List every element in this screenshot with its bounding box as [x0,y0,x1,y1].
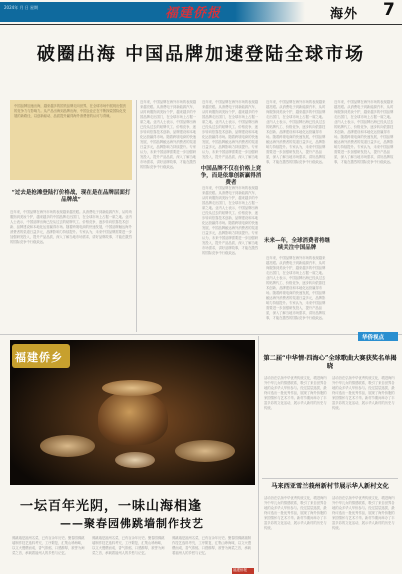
dish-middle-shape [115,452,155,468]
pot-lid-shape [102,380,162,396]
article-column-3b: 近年来，中国品牌在海外市场的表现越来越亮眼。从消费电子到新能源汽车，从时尚服饰到美妆个护，越来越多的中国品牌走出国门，在全球市场上占据一席之地。业内人士表示，中国品牌出海已经从过去的贴牌代工、价格竞争，逐步转向依靠技术创新、品牌建设和本地化运营赢得市场。随着跨境电商的快速发展，中国品牌触达海外消费者的渠道日益多元，品牌影响力持续提升。专家认为，未来中国品牌需要进一步加强研发投入，提升产品品质，深入了解当地市场需求，讲好品牌故事，才能在激烈的国际竞争中行稳致远。 [202,186,258,255]
subheading-2: 中国品牌不仅在价格上竞争，而是依靠创新赢得消费者 [200,166,262,186]
right-section-label-text: 华侨视点 [362,335,385,341]
article-column-2: 近年来，中国品牌在海外市场的表现越来越亮眼。从消费电子到新能源汽车，从时尚服饰到美妆个护，越来越多的中国品牌走出国门，在全球市场上占据一席之地。业内人士表示，中国品牌出海已经从过去的贴牌代工、价格竞争，逐步转向依靠技术创新、品牌建设和本地化运营赢得市场。随着跨境电商的快速发展，中国品牌触达海外消费者的渠道日益多元，品牌影响力持续提升。专家认为，未来中国品牌需要进一步加强研发投入，提升产品品质，深入了解当地市场需求，讲好品牌故事，才能在激烈的国际竞争中行稳致远。 [140,100,196,169]
article-column-5: 近年来，中国品牌在海外市场的表现越来越亮眼。从消费电子到新能源汽车，从时尚服饰到美妆个护，越来越多的中国品牌走出国门，在全球市场上占据一席之地。业内人士表示，中国品牌出海已经从过去的贴牌代工、价格竞争，逐步转向依靠技术创新、品牌建设和本地化运营赢得市场。随着跨境电商的快速发展，中国品牌触达海外消费者的渠道日益多元，品牌影响力持续提升。专家认为，未来中国品牌需要进一步加强研发投入，提升产品品质，深入了解当地市场需求，讲好品牌故事，才能在激烈的国际竞争中行稳致远。 [334,100,394,164]
subheading-1: “过去是抢滩登陆打价格战，现在是在品牌层面打品牌战” [11,190,131,203]
right-article-1-col-a: 活动旨在弘扬中华优秀传统文化，增进海内外中华儿女的情感联系，吸引了来自世界各地的众多华人华侨参与。经过层层选拔，最终评选出一批优秀作品，展现了海外侨胞的家国情怀与艺术才华。新村节期间举办了丰富多彩的文化活动，展示华人新村的历史与传统。 [264,376,327,410]
right-article-2-col-a: 活动旨在弘扬中华优秀传统文化，增进海内外中华儿女的情感联系，吸引了来自世界各地的众多华人华侨参与。经过层层选拔，最终评选出一批优秀作品，展现了海外侨胞的家国情怀与艺术才华。新村节期间举办了丰富多彩的文化活动，展示华人新村的历史与传统。 [264,496,327,530]
feature-title: 一坛百年光阴，一味山海相逢 [20,499,203,514]
right-divider [262,478,398,479]
main-headline: 破圈出海 中国品牌加速登陆全球市场 [36,44,366,65]
right-article-title-2: 马来西亚雪兰莪州新村节展示华人新村文化 [271,483,389,490]
corner-tag-label: 福建侨报 [233,568,247,572]
right-column-divider [258,336,259,572]
header-rule [0,24,402,25]
article-column-1: 近年来，中国品牌在海外市场的表现越来越亮眼。从消费电子到新能源汽车，从时尚服饰到美妆个护，越来越多的中国品牌走出国门，在全球市场上占据一席之地。业内人士表示，中国品牌出海已经从过去的贴牌代工、价格竞争，逐步转向依靠技术创新、品牌建设和本地化运营赢得市场。随着跨境电商的快速发展，中国品牌触达海外消费者的渠道日益多元，品牌影响力持续提升。专家认为，未来中国品牌需要进一步加强研发投入，提升产品品质，深入了解当地市场需求，讲好品牌故事，才能在激烈的国际竞争中行稳致远。 [10,210,132,244]
right-article-title-1: 第二届“中华情·四海心”全球歌曲大赛获奖名单揭晓 [263,355,397,370]
feature-column-2: 佛跳墙是福州名菜，已有百余年历史。聚春园佛跳墙制作技艺选料考究，工序繁复，汇集山珍海味，以文火慢煨而成，香气浓郁，口感醇厚，被誉为闽菜之首，承载着福州人的乡愁与记忆。 [92,536,165,555]
article-column-4b: 近年来，中国品牌在海外市场的表现越来越亮眼。从消费电子到新能源汽车，从时尚服饰到美妆个护，越来越多的中国品牌走出国门，在全球市场上占据一席之地。业内人士表示，中国品牌出海已经从过去的贴牌代工、价格竞争，逐步转向依靠技术创新、品牌建设和本地化运营赢得市场。随着跨境电商的快速发展，中国品牌触达海外消费者的渠道日益多元，品牌影响力持续提升。专家认为，未来中国品牌需要进一步加强研发投入，提升产品品质，深入了解当地市场需求，讲好品牌故事，才能在激烈的国际竞争中行稳致远。 [266,256,326,320]
corner-tag [232,568,254,574]
subheading-3: 未来—年，全球消费者将继续关注中国品牌 [264,238,331,251]
dish-left-shape [40,435,95,457]
section-name: 海外 [330,7,359,22]
article-column-4a: 近年来，中国品牌在海外市场的表现越来越亮眼。从消费电子到新能源汽车，从时尚服饰到美妆个护，越来越多的中国品牌走出国门，在全球市场上占据一席之地。业内人士表示，中国品牌出海已经从过去的贴牌代工、价格竞争，逐步转向依靠技术创新、品牌建设和本地化运营赢得市场。随着跨境电商的快速发展，中国品牌触达海外消费者的渠道日益多元，品牌影响力持续提升。专家认为，未来中国品牌需要进一步加强研发投入，提升产品品质，深入了解当地市场需求，讲好品牌故事，才能在激烈的国际竞争中行稳致远。 [266,100,326,164]
masthead-logo: 福建侨报 [164,6,221,21]
feature-badge [12,344,70,368]
feature-column-1: 佛跳墙是福州名菜，已有百余年历史。聚春园佛跳墙制作技艺选料考究，工序繁复，汇集山珍海味，以文火慢煨而成，香气浓郁，口感醇厚，被誉为闽菜之首，承载着福州人的乡愁与记忆。 [12,536,85,555]
page-number: 7 [383,0,395,20]
article-column-3a: 近年来，中国品牌在海外市场的表现越来越亮眼。从消费电子到新能源汽车，从时尚服饰到美妆个护，越来越多的中国品牌走出国门，在全球市场上占据一席之地。业内人士表示，中国品牌出海已经从过去的贴牌代工、价格竞争，逐步转向依靠技术创新、品牌建设和本地化运营赢得市场。随着跨境电商的快速发展，中国品牌触达海外消费者的渠道日益多元，品牌影响力持续提升。专家认为，未来中国品牌需要进一步加强研发投入，提升产品品质，深入了解当地 [202,100,258,159]
feature-badge-label: 福建侨乡 [15,351,63,364]
header-date: 2024年 月 日 星期 [4,5,38,10]
section-divider [0,334,402,335]
right-article-2-col-b: 活动旨在弘扬中华优秀传统文化，增进海内外中华儿女的情感联系，吸引了来自世界各地的众多华人华侨参与。经过层层选拔，最终评选出一批优秀作品，展现了海外侨胞的家国情怀与艺术才华。新村节期间举办了丰富多彩的文化活动，展示华人新村的历史与传统。 [332,496,395,530]
feature-subtitle: ——聚春园佛跳墙制作技艺 [60,517,204,530]
header-band-fade [235,2,305,22]
right-section-label [358,332,398,341]
page-header [0,0,402,26]
dish-right-shape [175,440,235,462]
feature-column-3: 佛跳墙是福州名菜，已有百余年历史。聚春园佛跳墙制作技艺选料考究，工序繁复，汇集山珍海味，以文火慢煨而成，香气浓郁，口感醇厚，被誉为闽菜之首，承载着福州人的乡愁与记忆。 [172,536,251,555]
clay-pot-shape [98,390,168,445]
column-divider [136,100,137,332]
intro-box [10,100,132,180]
right-article-1-col-b: 活动旨在弘扬中华优秀传统文化，增进海内外中华儿女的情感联系，吸引了来自世界各地的众多华人华侨参与。经过层层选拔，最终评选出一批优秀作品，展现了海外侨胞的家国情怀与艺术才华。新村节期间举办了丰富多彩的文化活动，展示华人新村的历史与传统。 [332,376,395,410]
intro-text: 中国品牌加速出海，越来越多的国货品牌走向世界，在全球市场中展现出强劲的竞争力与影响力。从产品出海到品牌出海，中国企业正在不断探索国际化发展的新路径，以创新驱动、品质提升赢得海外消费者的认可与青睐。 [14,104,126,118]
